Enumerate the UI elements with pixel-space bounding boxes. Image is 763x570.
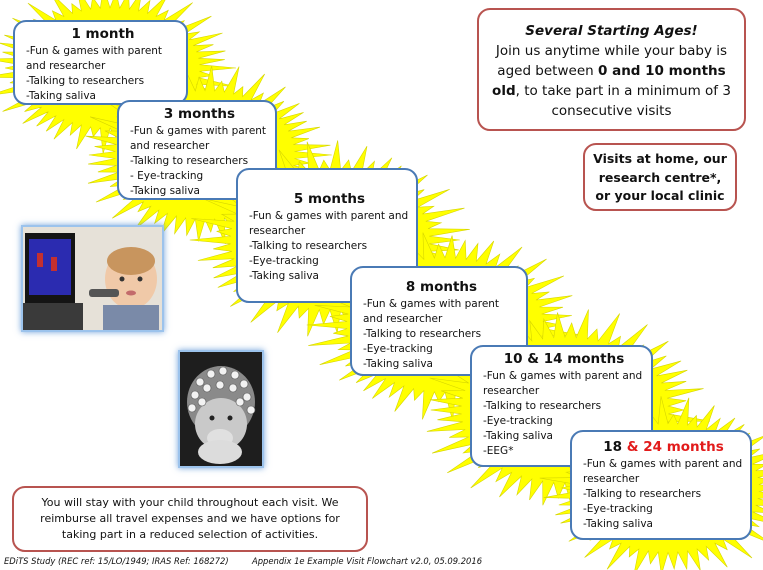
activity-item: -Eye-tracking — [483, 415, 553, 427]
activity-item: -Eye-tracking — [249, 255, 319, 267]
stage-title: 8 months — [405, 279, 478, 295]
activity-item: -Taking saliva — [26, 90, 96, 102]
visit-locations-text: Visits at home, our research centre*, or your local clinic — [593, 151, 727, 203]
stage-title-highlight: & 24 months — [626, 439, 724, 455]
activity-item: - Eye-tracking — [130, 170, 204, 182]
stage-title: 1 month — [71, 26, 135, 42]
activity-item: -Fun & games with parent and researcher — [249, 210, 409, 237]
starting-ages-line2: , to take part in a minimum of 3 consecutive visits — [515, 83, 731, 119]
activity-item: -Talking to researchers — [363, 328, 482, 340]
activity-item: -Fun & games with parent and researcher — [483, 370, 643, 397]
stage-title: 3 months — [163, 106, 236, 122]
activity-item: -Taking saliva — [249, 270, 319, 282]
starting-ages-text — [489, 41, 734, 121]
starting-ages-line1: Join us anytime while your baby is aged between — [495, 43, 728, 79]
activity-item: -Taking saliva — [363, 358, 433, 370]
activity-item: -Fun & games with parent and researcher — [130, 125, 267, 152]
stage-title: 10 & 14 months — [503, 351, 625, 367]
visit-locations-box — [583, 143, 737, 211]
activity-item: -Talking to researchers — [583, 488, 702, 500]
footer-study-ref: EDiTS Study (REC ref: 15/LO/1949; IRAS Ref: 168272) — [4, 556, 229, 566]
activity-item: -Talking to researchers — [249, 240, 368, 252]
starting-ages-heading: Several Starting Ages! — [525, 23, 698, 39]
footer — [4, 556, 482, 566]
activity-item: -Eye-tracking — [363, 343, 433, 355]
stage-title — [583, 438, 744, 456]
activity-item: -Taking saliva — [483, 430, 553, 442]
activity-item: -Fun & games with parent and researcher — [26, 45, 163, 72]
reassurance-box — [12, 486, 368, 552]
starting-ages-box — [477, 8, 746, 131]
baby-eeg-cap-photo — [178, 350, 264, 468]
stage-title-part: 18 — [603, 439, 627, 455]
reassurance-text: You will stay with your child throughout each visit. We reimburse all travel expenses and we have options for taking part in a reduced selection of activities. — [40, 496, 340, 541]
activity-item: -Taking saliva — [583, 518, 653, 530]
activity-item: -Fun & games with parent and researcher — [583, 458, 743, 485]
stage-18-24-months — [570, 430, 752, 540]
age-range: 0 and 10 months old — [492, 63, 726, 99]
activity-item: -Talking to researchers — [130, 155, 249, 167]
activity-item: -Taking saliva — [130, 185, 200, 197]
baby-eye-tracking-photo — [21, 225, 164, 332]
stage-1-month — [13, 20, 188, 105]
activity-item: -EEG* — [483, 445, 514, 457]
footer-appendix: Appendix 1e Example Visit Flowchart v2.0, 05.09.2016 — [252, 556, 483, 566]
activity-item: -Eye-tracking — [583, 503, 653, 515]
stage-title: 5 months — [293, 191, 366, 207]
activity-item: -Talking to researchers — [26, 75, 145, 87]
activity-item: -Fun & games with parent and researcher — [363, 298, 500, 325]
activity-item: -Talking to researchers — [483, 400, 602, 412]
